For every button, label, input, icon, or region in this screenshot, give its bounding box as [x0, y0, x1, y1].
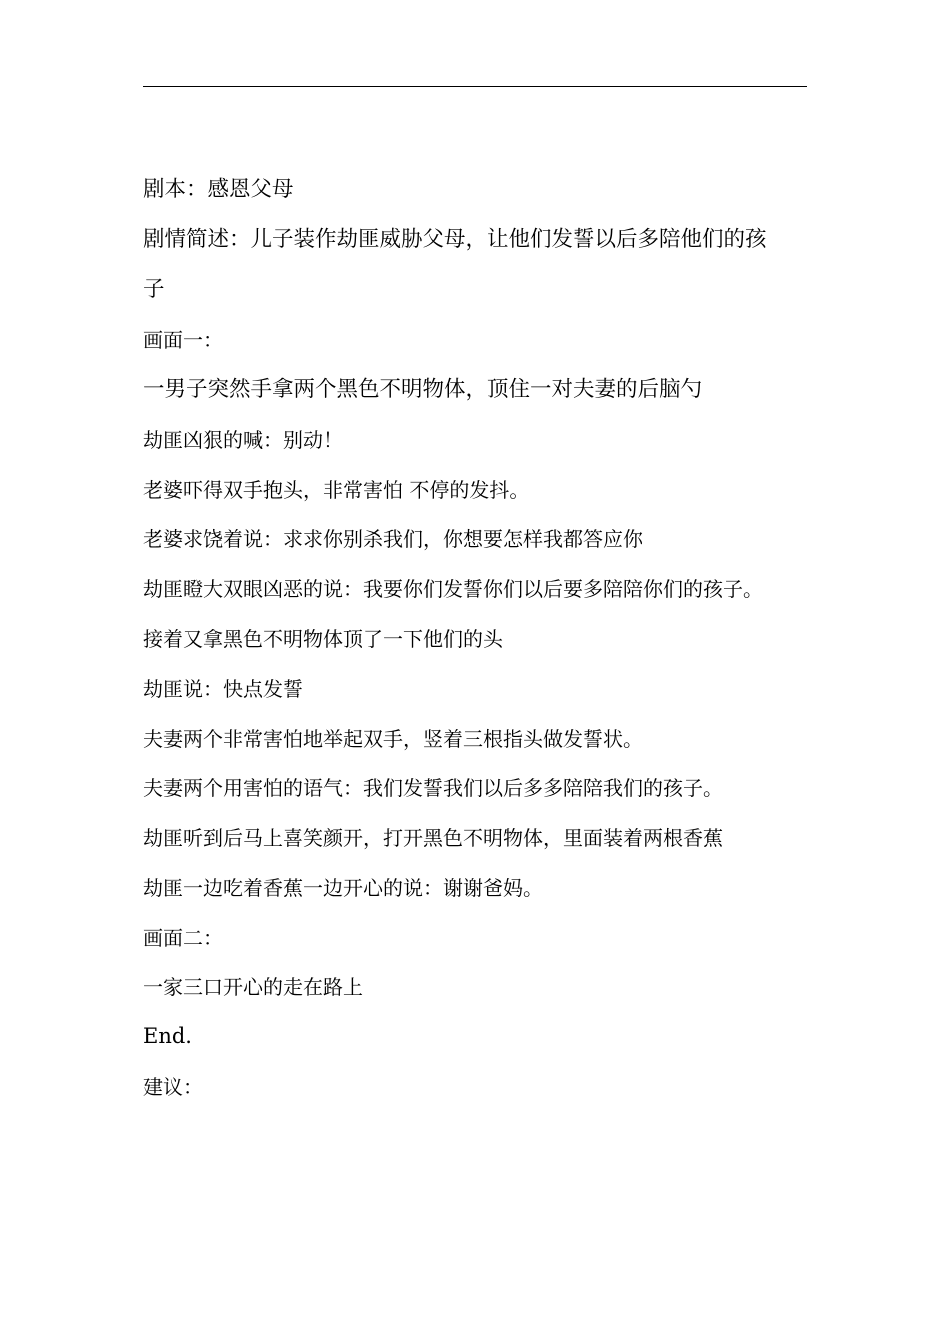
script-line: 劫匪说：快点发誓 [143, 677, 303, 701]
script-line: 劫匪凶狠的喊：别动！ [143, 428, 343, 452]
script-line: 接着又拿黑色不明物体顶了一下他们的头 [143, 627, 503, 651]
scene-one-heading: 画面一： [143, 328, 223, 352]
script-line: 劫匪一边吃着香蕉一边开心的说：谢谢爸妈。 [143, 876, 543, 900]
plot-summary: 剧情简述：儿子装作劫匪威胁父母，让他们发誓以后多陪他们的孩 [143, 227, 767, 252]
end-marker: End. [143, 1024, 192, 1048]
script-line: 老婆求饶着说：求求你别杀我们，你想要怎样我都答应你 [143, 527, 643, 551]
script-line: 劫匪瞪大双眼凶恶的说：我要你们发誓你们以后要多陪陪你们的孩子。 [143, 577, 763, 601]
script-line: 夫妻两个用害怕的语气：我们发誓我们以后多多陪陪我们的孩子。 [143, 776, 723, 800]
script-line: 劫匪听到后马上喜笑颜开，打开黑色不明物体，里面装着两根香蕉 [143, 826, 723, 850]
scene-two-heading: 画面二： [143, 926, 223, 950]
script-line: 一男子突然手拿两个黑色不明物体，顶住一对夫妻的后脑勺 [143, 377, 703, 402]
script-title: 剧本：感恩父母 [143, 177, 294, 202]
script-line: 夫妻两个非常害怕地举起双手，竖着三根指头做发誓状。 [143, 727, 643, 751]
header-divider [143, 86, 807, 87]
script-line: 老婆吓得双手抱头，非常害怕 不停的发抖。 [143, 478, 530, 502]
script-line: 一家三口开心的走在路上 [143, 975, 363, 999]
suggestions-heading: 建议： [143, 1075, 203, 1099]
plot-summary-continued: 子 [143, 277, 165, 302]
